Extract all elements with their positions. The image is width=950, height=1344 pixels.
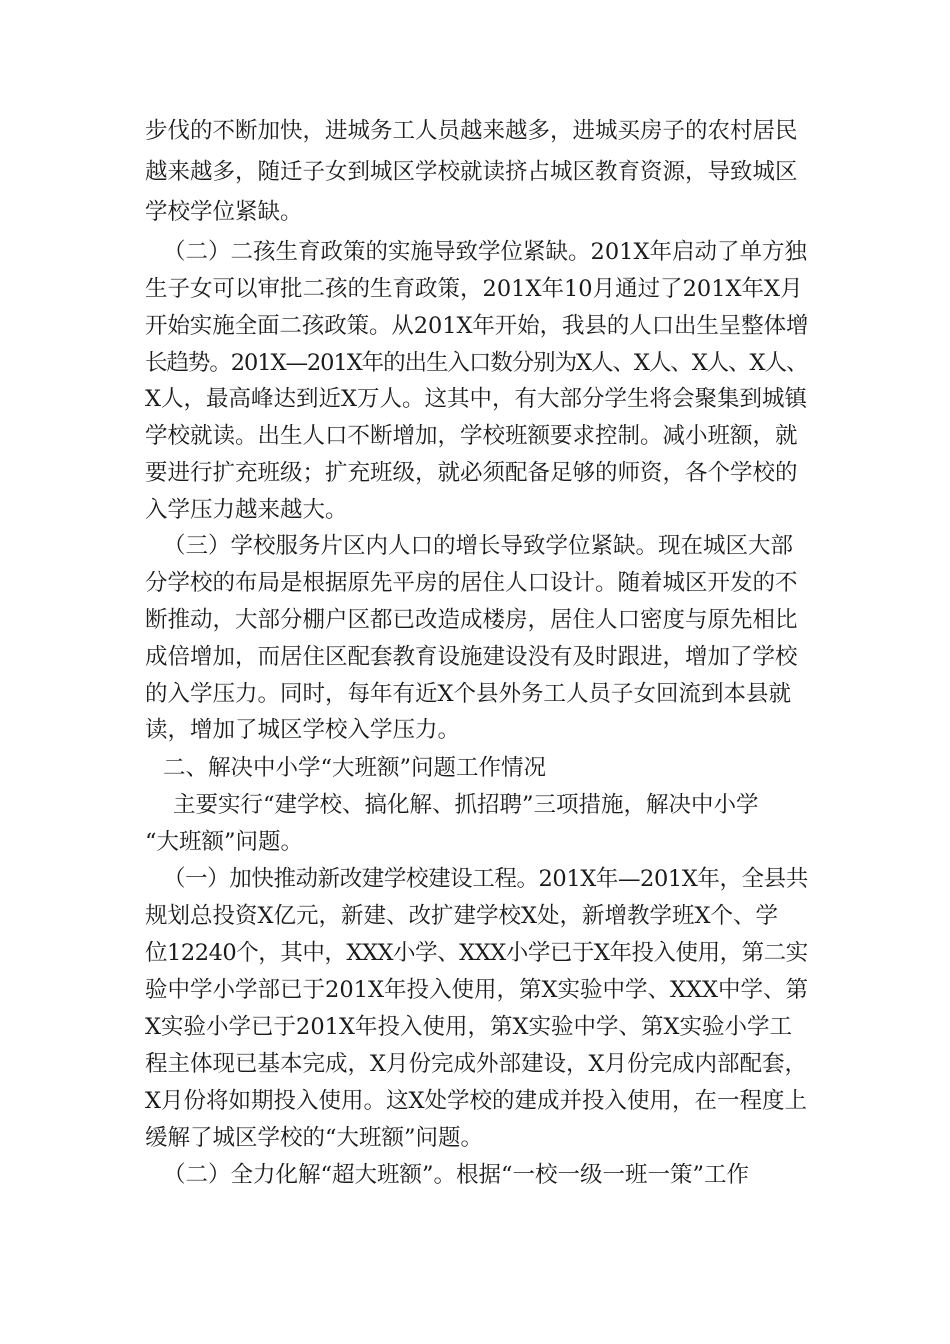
text-line: 越来越多，随迁子女到城区学校就读挤占城区教育资源，导致城区 [145, 159, 798, 185]
text-line: 主要实行“建学校、搞化解、抓招聘”三项措施，解决中小学 [173, 792, 759, 818]
text-line: 分学校的布局是根据原先平房的居住人口设计。随着城区开发的不 [145, 570, 798, 596]
text-line: 规划总投资X亿元，新建、改扩建学校X处，新增教学班X个、学 [145, 903, 779, 929]
text-line: 缓解了城区学校的“大班额”问题。 [145, 1125, 484, 1151]
text-line: 成倍增加，而居住区配套教育设施建设没有及时跟进，增加了学校 [145, 644, 798, 670]
text-line: 程主体现已基本完成，X月份完成外部建设，X月份完成内部配套， [145, 1051, 808, 1077]
text-line: “大班额”问题。 [145, 829, 304, 855]
text-line: 位12240个，其中，XXX小学、XXX小学已于X年投入使用，第二实 [145, 940, 808, 966]
section-heading: 二、解决中小学“大班额”问题工作情况 [163, 755, 547, 781]
text-line: 学校学位紧缺。 [145, 199, 303, 225]
paragraph-heading: （二）全力化解“超大班额”。根据“一校一级一班一策”工作 [163, 1162, 750, 1188]
text-line: 的入学压力。同时，每年有近X个县外务工人员子女回流到本县就 [145, 681, 792, 707]
text-line: 验中学小学部已于201X年投入使用，第X实验中学、XXX中学、第 [145, 977, 809, 1003]
text-line: 步伐的不断加快，进城务工人员越来越多，进城买房子的农村居民 [145, 118, 798, 144]
text-line: X实验小学已于201X年投入使用，第X实验中学、第X实验小学工 [145, 1014, 793, 1040]
text-line: X人，最高峰达到近X万人。这其中，有大部分学生将会聚集到城镇 [145, 386, 808, 412]
text-line: 生子女可以审批二孩的生育政策，201X年10月通过了201X年X月 [145, 276, 803, 302]
text-line: 长趋势。201X—201X年的出生入口数分别为X人、X人、X人、X人、 [145, 350, 808, 376]
text-line: 学校就读。出生人口不断增加，学校班额要求控制。减小班额，就 [145, 423, 798, 449]
text-line: 要进行扩充班级；扩充班级，就必须配备足够的师资，各个学校的 [145, 460, 798, 486]
text-line: 断推动，大部分棚户区都已改造成楼房，居住人口密度与原先相比 [145, 607, 798, 633]
paragraph-heading: （三）学校服务片区内人口的增长导致学位紧缺。现在城区大部 [163, 533, 794, 559]
text-line: 入学压力越来越大。 [145, 497, 348, 523]
text-line: X月份将如期投入使用。这X处学校的建成并投入使用，在一程度上 [145, 1088, 808, 1114]
paragraph-heading: （二）二孩生育政策的实施导致学位紧缺。201X年启动了单方独 [163, 239, 807, 265]
paragraph-heading: （一）加快推动新改建学校建设工程。201X年—201X年，全县共 [163, 866, 808, 892]
text-line: 读，增加了城区学校入学压力。 [145, 717, 461, 743]
text-line: 开始实施全面二孩政策。从201X年开始，我县的人口出生呈整体增 [145, 313, 809, 339]
